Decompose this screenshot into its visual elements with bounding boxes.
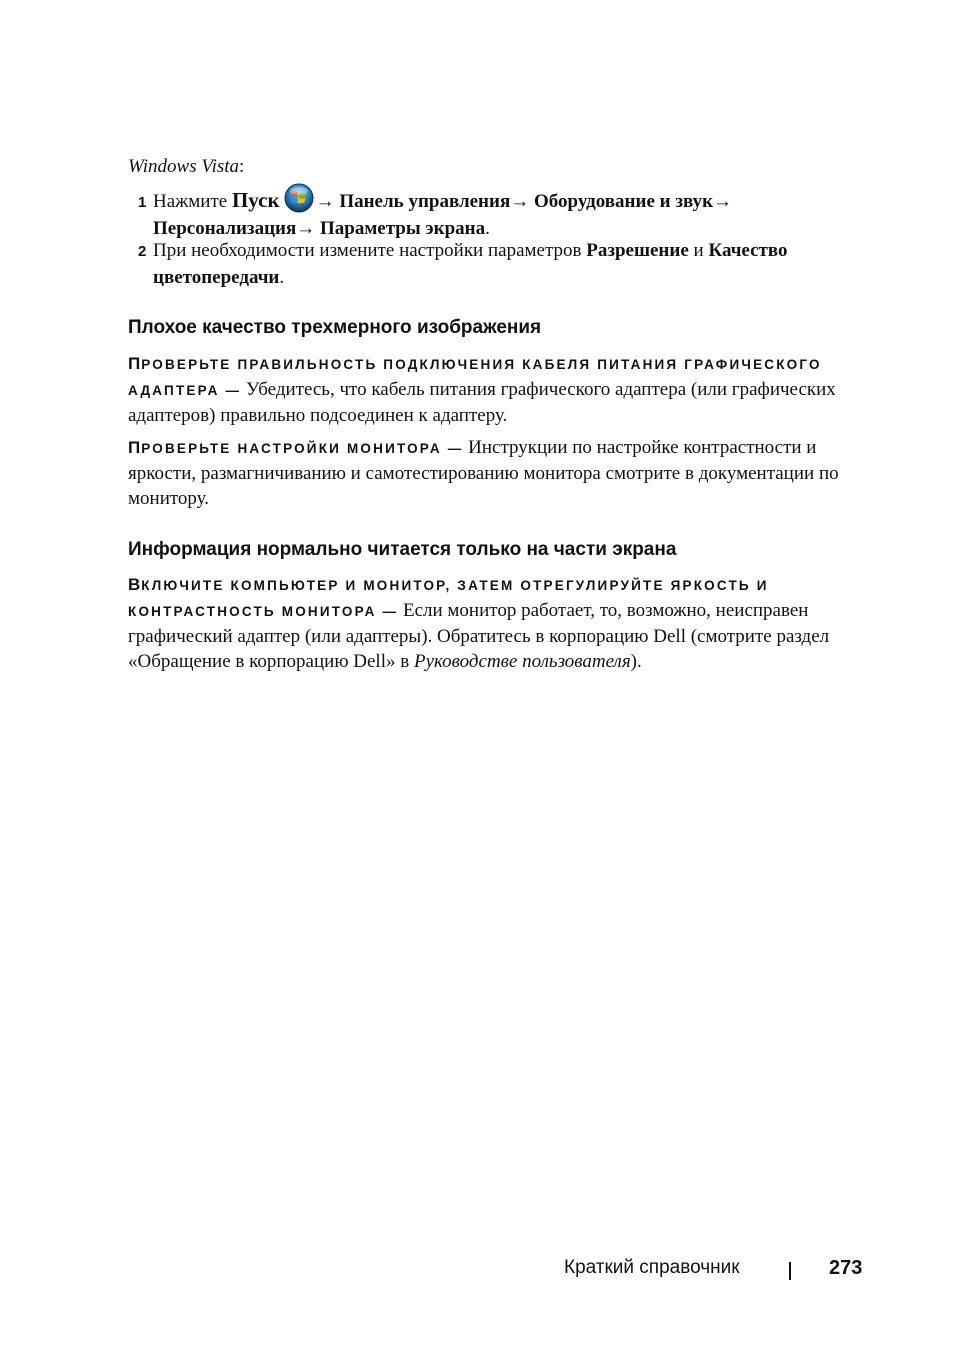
paragraph-power-cable: ПРОВЕРЬТЕ ПРАВИЛЬНОСТЬ ПОДКЛЮЧЕНИЯ КАБЕЛЯ ПИТАНИЯ ГРАФИЧЕСКОГО АДАПТЕРА — Убедитесь, что кабель питания графического адаптера (или графических адаптеров) правильно подсоединен к адаптеру. xyxy=(128,354,836,426)
paragraph-lead: ПРОВЕРЬТЕ ПРАВИЛЬНОСТЬ ПОДКЛЮЧЕНИЯ КАБЕЛЯ ПИТАНИЯ ГРАФИЧЕСКОГО АДАПТЕРА — xyxy=(128,354,822,398)
paragraph-lead: ВКЛЮЧИТЕ КОМПЬЮТЕР И МОНИТОР, ЗАТЕМ ОТРЕГУЛИРУЙТЕ ЯРКОСТЬ И КОНТРАСТНОСТЬ МОНИТОРА — xyxy=(128,575,769,619)
step-1: 1 Нажмите Пуск → Панель управления→ Оборудование и звук→ Персонализация→ Параметры экрана. xyxy=(138,183,838,242)
paragraph-brightness-contrast: ВКЛЮЧИТЕ КОМПЬЮТЕР И МОНИТОР, ЗАТЕМ ОТРЕГУЛИРУЙТЕ ЯРКОСТЬ И КОНТРАСТНОСТЬ МОНИТОРА — Если монитор работает, то, возможно, неисправен графический адаптер (или адаптеры). Обратитесь в корпорацию Dell (смотрите раздел «Обращение в корпорацию Dell» в Руководстве пользователя). xyxy=(128,575,830,672)
section-heading-3d: Плохое качество трехмерного изображения xyxy=(128,317,542,338)
step-2: 2 При необходимости измените настройки параметров Разрешение и Качество цветопередачи. xyxy=(138,240,788,288)
os-label: Windows Vista: xyxy=(128,156,245,177)
windows-start-icon xyxy=(284,183,314,213)
page-number: 273 xyxy=(829,1257,863,1279)
paragraph-monitor-settings: ПРОВЕРЬТЕ НАСТРОЙКИ МОНИТОРА — Инструкции по настройке контрастности и яркости, размагничиванию и самотестированию монитора смотрите в документации по монитору. xyxy=(128,437,839,509)
footer-section-title: Краткий справочник xyxy=(564,1257,740,1278)
step-number: 1 xyxy=(138,194,147,211)
footer-divider xyxy=(789,1262,791,1280)
step-number: 2 xyxy=(138,243,147,260)
section-heading-partial-screen: Информация нормально читается только на части экрана xyxy=(128,539,677,560)
paragraph-lead: ПРОВЕРЬТЕ НАСТРОЙКИ МОНИТОРА — xyxy=(128,438,464,457)
